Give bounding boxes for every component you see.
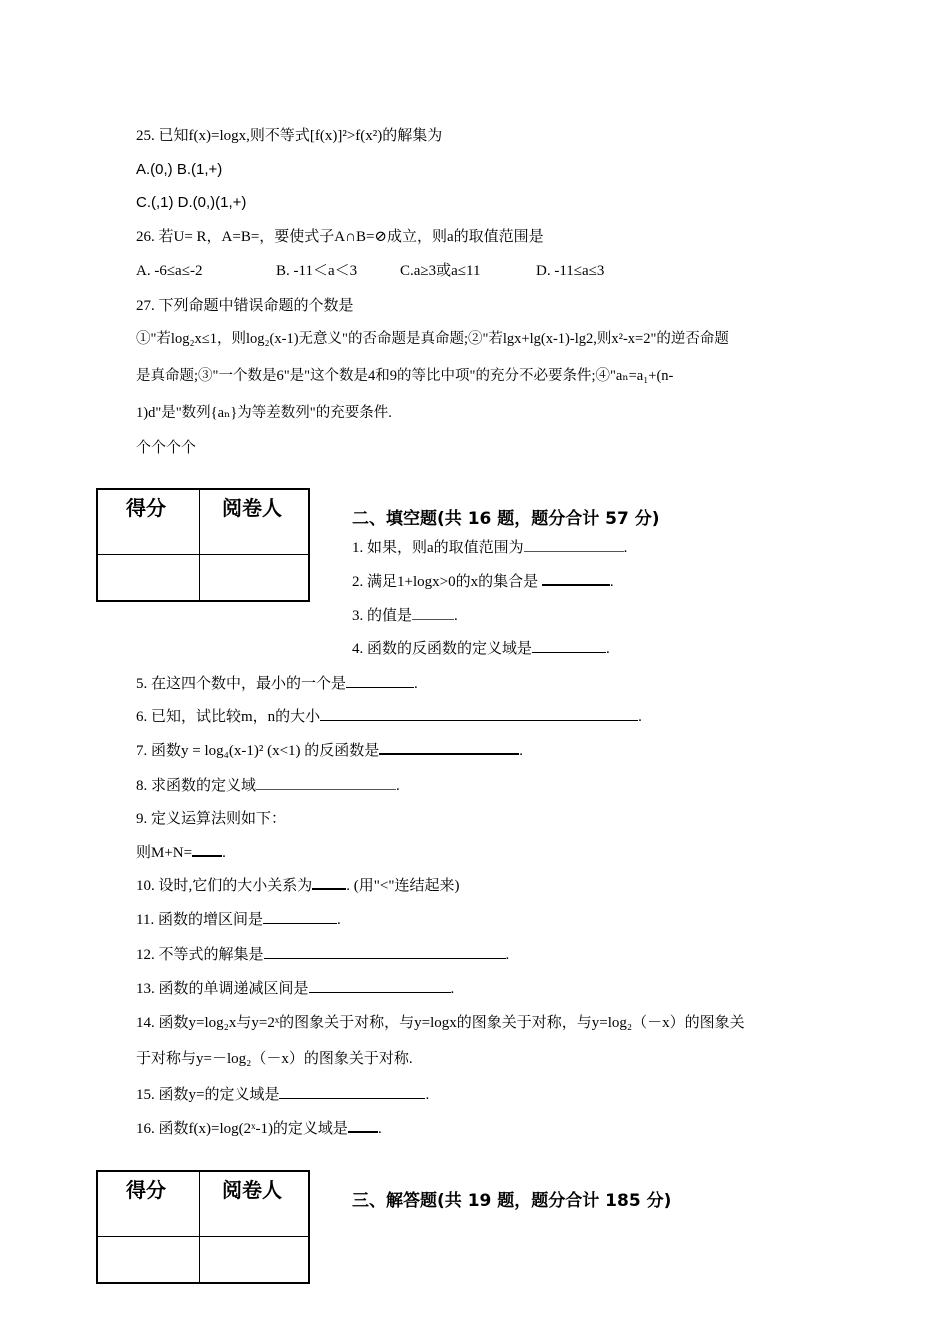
answer-blank	[532, 640, 606, 653]
answer-blank	[312, 876, 346, 890]
fill-item-9-answer: 则M+N= .	[136, 845, 226, 861]
q26-option-b: B. -11＜a＜3	[276, 263, 358, 279]
q26-option-d: D. -11≤a≤3	[536, 263, 605, 279]
answer-blank	[264, 946, 506, 959]
score-table-divider	[199, 1172, 200, 1282]
score-table-divider	[199, 490, 200, 600]
reviewer-header: 阅卷人	[222, 1178, 282, 1202]
fill-item-9: 9. 定义运算法则如下：	[136, 811, 287, 827]
answer-blank	[348, 1119, 378, 1133]
score-table-section3	[96, 1170, 310, 1284]
fill-item-14-line1: 14. 函数y=log₂x与y=2ˣ的图象关于对称，与y=logx的图象关于对称，与y=log₂（－x）的图象关	[136, 1015, 745, 1031]
score-table-divider	[98, 1236, 308, 1237]
answer-blank	[263, 911, 337, 924]
fill-item-14-line2: 于对称与y=－log₂（－x）的图象关于对称.	[136, 1051, 413, 1067]
q27-statement-line3: 1)d"是"数列{aₙ}为等差数列"的充要条件.	[136, 405, 392, 421]
fill-item-12: 12. 不等式的解集是 .	[136, 947, 510, 963]
question-26: 26. 若U= R，A=B=，要使式子A∩B=⊘成立，则a的取值范围是	[136, 229, 544, 245]
score-header: 得分	[126, 1178, 166, 1202]
answer-blank	[256, 777, 396, 790]
fill-item-7: 7. 函数y = log₄(x-1)² (x<1) 的反函数是 .	[136, 743, 524, 759]
fill-item-3: 3. 的值是 .	[352, 608, 458, 624]
question-25: 25. 已知f(x)=logx,则不等式[f(x)]²>f(x²)的解集为	[136, 128, 443, 144]
fill-item-4: 4. 函数的反函数的定义域是 .	[352, 641, 610, 657]
section2-title: 二、填空题(共 16 题，题分合计 57 分)	[352, 509, 660, 529]
fill-item-13: 13. 函数的单调递减区间是 .	[136, 981, 455, 997]
answer-blank	[279, 1086, 425, 1099]
answer-blank	[379, 741, 519, 755]
fill-item-2: 2. 满足1+logx>0的x的集合是 .	[352, 574, 614, 590]
answer-blank	[309, 980, 451, 993]
answer-blank	[524, 539, 624, 552]
fill-item-5: 5. 在这四个数中，最小的一个是 .	[136, 676, 418, 692]
q27-statement-line1: ①"若log₂x≤1，则log₂(x-1)无意义"的否命题是真命题;②"若lgx+lg(x-1)-lg2,则x²-x=2"的逆否命题	[136, 331, 729, 347]
q27-options: 个个个个	[136, 440, 197, 456]
answer-blank	[320, 708, 638, 721]
score-header: 得分	[126, 496, 166, 520]
fill-item-15: 15. 函数y=的定义域是 .	[136, 1087, 430, 1103]
answer-blank	[412, 607, 454, 620]
fill-item-11: 11. 函数的增区间是 .	[136, 912, 341, 928]
answer-blank	[346, 675, 414, 688]
q27-statement-line2: 是真命题;③"一个数是6"是"这个数是4和9的等比中项"的充分不必要条件;④"aₙ=a₁+(n-	[136, 368, 674, 384]
answer-blank	[542, 572, 610, 586]
score-table-divider	[98, 554, 308, 555]
reviewer-header: 阅卷人	[222, 496, 282, 520]
q26-option-c: C.a≥3或a≤11	[400, 263, 481, 279]
q25-options-cd: C.(,1) D.(0,)(1,+)	[136, 194, 247, 211]
question-27: 27. 下列命题中错误命题的个数是	[136, 298, 354, 314]
section3-title: 三、解答题(共 19 题，题分合计 185 分)	[352, 1191, 672, 1211]
fill-item-1: 1. 如果，则a的取值范围为 .	[352, 540, 628, 556]
fill-item-8: 8. 求函数的定义域 .	[136, 778, 400, 794]
q25-options-ab: A.(0,) B.(1,+)	[136, 161, 223, 178]
fill-item-10: 10. 设时,它们的大小关系为 . (用"<"连结起来)	[136, 878, 460, 894]
answer-blank	[192, 843, 222, 857]
q26-option-a: A. -6≤a≤-2	[136, 263, 203, 279]
fill-item-16: 16. 函数f(x)=log(2ˣ-1)的定义域是 .	[136, 1121, 382, 1137]
score-table-section2	[96, 488, 310, 602]
fill-item-6: 6. 已知，试比较m，n的大小 .	[136, 709, 642, 725]
